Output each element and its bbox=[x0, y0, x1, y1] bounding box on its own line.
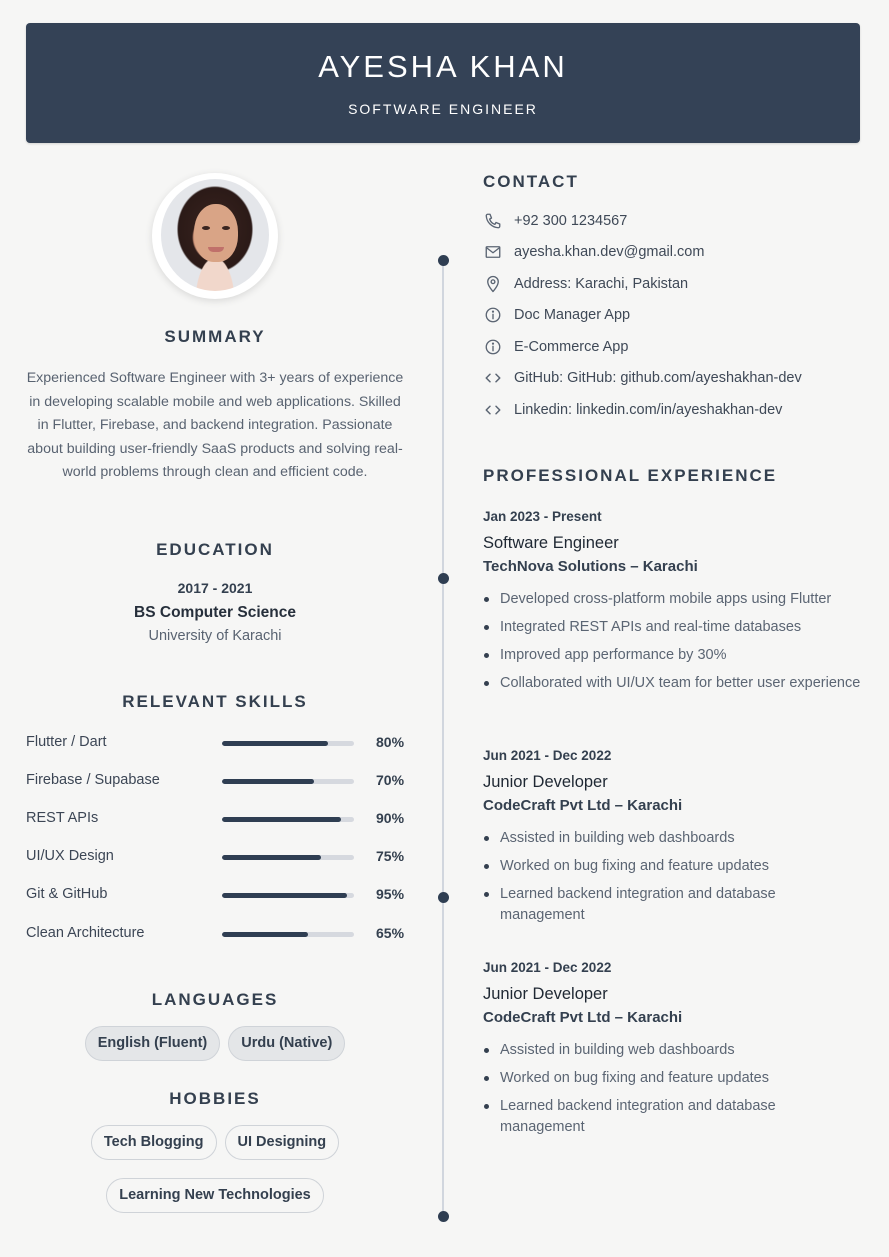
contact-text: Linkedin: linkedin.com/in/ayeshakhan-dev bbox=[514, 402, 783, 418]
experience-entry bbox=[483, 748, 863, 933]
timeline-line bbox=[442, 262, 444, 1217]
language-chip: Urdu (Native) bbox=[228, 1026, 345, 1061]
experience-bullet: Collaborated with UI/UX team for better user experience bbox=[483, 673, 863, 694]
hobby-chip: UI Designing bbox=[225, 1125, 340, 1160]
contact-address bbox=[483, 274, 688, 294]
timeline-dot bbox=[438, 1211, 449, 1222]
candidate-name: AYESHA KHAN bbox=[318, 49, 568, 84]
code-icon bbox=[483, 368, 503, 388]
experience-bullet: Worked on bug fixing and feature updates bbox=[483, 1068, 863, 1089]
skill-percent: 80% bbox=[376, 734, 405, 750]
mail-icon bbox=[483, 242, 503, 262]
contact-heading: CONTACT bbox=[483, 172, 579, 191]
skill-row bbox=[26, 848, 404, 868]
contact-text: Address: Karachi, Pakistan bbox=[514, 276, 689, 292]
hobby-chip: Learning New Technologies bbox=[106, 1178, 323, 1213]
contact-text: ayesha.khan.dev@gmail.com bbox=[514, 244, 705, 260]
experience-date: Jun 2021 - Dec 2022 bbox=[483, 960, 612, 975]
info-icon bbox=[483, 337, 503, 357]
timeline-dot bbox=[438, 573, 449, 584]
skill-progress-bar bbox=[222, 741, 354, 746]
contact-linkedin[interactable] bbox=[483, 400, 782, 420]
skill-row bbox=[26, 886, 404, 906]
contact-text: +92 300 1234567 bbox=[514, 213, 628, 229]
contact-phone bbox=[483, 211, 627, 231]
experience-bullet: Developed cross-platform mobile apps using Flutter bbox=[483, 589, 863, 610]
skill-percent: 65% bbox=[376, 925, 405, 941]
skill-progress-bar bbox=[222, 893, 354, 898]
skill-row bbox=[26, 925, 404, 945]
experience-bullets bbox=[483, 589, 863, 694]
skill-name: Flutter / Dart bbox=[26, 734, 107, 750]
skill-progress-fill bbox=[222, 817, 341, 822]
experience-role: Junior Developer bbox=[483, 985, 608, 1003]
skill-progress-bar bbox=[222, 817, 354, 822]
avatar-face bbox=[194, 204, 238, 262]
avatar bbox=[161, 179, 269, 291]
education-degree: BS Computer Science bbox=[134, 604, 296, 621]
experience-bullet: Improved app performance by 30% bbox=[483, 645, 863, 666]
skill-progress-fill bbox=[222, 741, 328, 746]
experience-date: Jun 2021 - Dec 2022 bbox=[483, 748, 612, 763]
skill-progress-fill bbox=[222, 855, 321, 860]
skill-percent: 70% bbox=[376, 772, 405, 788]
experience-bullet: Integrated REST APIs and real-time databases bbox=[483, 617, 863, 638]
skills-heading: RELEVANT SKILLS bbox=[122, 692, 308, 711]
experience-role: Junior Developer bbox=[483, 773, 608, 791]
experience-bullet: Worked on bug fixing and feature updates bbox=[483, 856, 863, 877]
contact-project bbox=[483, 305, 630, 325]
hobbies-heading: HOBBIES bbox=[169, 1089, 261, 1108]
education-years: 2017 - 2021 bbox=[177, 580, 253, 596]
experience-bullet: Learned backend integration and database management bbox=[483, 1096, 863, 1138]
languages-heading: LANGUAGES bbox=[151, 990, 279, 1009]
contact-text: Doc Manager App bbox=[514, 307, 631, 323]
skill-name: Clean Architecture bbox=[26, 925, 145, 941]
avatar-mouth bbox=[208, 247, 224, 252]
skill-row bbox=[26, 734, 404, 754]
contact-github[interactable] bbox=[483, 368, 802, 388]
avatar-eye bbox=[202, 226, 210, 230]
hobbies-list bbox=[26, 1125, 404, 1213]
phone-icon bbox=[483, 211, 503, 231]
experience-date: Jan 2023 - Present bbox=[483, 509, 602, 524]
skill-progress-fill bbox=[222, 893, 347, 898]
experience-company: CodeCraft Pvt Ltd – Karachi bbox=[483, 1009, 683, 1026]
skill-percent: 75% bbox=[376, 848, 405, 864]
skill-progress-bar bbox=[222, 932, 354, 937]
info-icon bbox=[483, 305, 503, 325]
experience-entry bbox=[483, 509, 863, 701]
skill-row bbox=[26, 772, 404, 792]
avatar-frame bbox=[152, 173, 278, 299]
experience-company: CodeCraft Pvt Ltd – Karachi bbox=[483, 797, 683, 814]
contact-text: E-Commerce App bbox=[514, 339, 629, 355]
experience-role: Software Engineer bbox=[483, 534, 619, 552]
summary-heading: SUMMARY bbox=[164, 327, 266, 346]
skill-progress-bar bbox=[222, 779, 354, 784]
timeline-dot bbox=[438, 255, 449, 266]
skill-name: Firebase / Supabase bbox=[26, 772, 160, 788]
contact-email[interactable] bbox=[483, 242, 704, 262]
avatar-eye bbox=[222, 226, 230, 230]
experience-entry bbox=[483, 960, 863, 1145]
skill-percent: 95% bbox=[376, 886, 405, 902]
skill-progress-bar bbox=[222, 855, 354, 860]
experience-heading: PROFESSIONAL EXPERIENCE bbox=[483, 466, 778, 485]
skill-name: REST APIs bbox=[26, 810, 99, 826]
skill-percent: 90% bbox=[376, 810, 405, 826]
timeline-dot bbox=[438, 892, 449, 903]
experience-bullets bbox=[483, 828, 863, 926]
language-chip: English (Fluent) bbox=[85, 1026, 221, 1061]
resume-header bbox=[26, 23, 860, 143]
experience-bullet: Assisted in building web dashboards bbox=[483, 828, 863, 849]
candidate-title: SOFTWARE ENGINEER bbox=[348, 101, 538, 117]
contact-text: GitHub: GitHub: github.com/ayeshakhan-dev bbox=[514, 370, 802, 386]
skill-name: Git & GitHub bbox=[26, 886, 108, 902]
contact-project bbox=[483, 337, 628, 357]
education-heading: EDUCATION bbox=[156, 540, 274, 559]
experience-bullet: Learned backend integration and database management bbox=[483, 884, 863, 926]
experience-bullets bbox=[483, 1040, 863, 1138]
experience-company: TechNova Solutions – Karachi bbox=[483, 558, 698, 575]
skill-progress-fill bbox=[222, 932, 308, 937]
hobby-chip: Tech Blogging bbox=[91, 1125, 217, 1160]
education-school: University of Karachi bbox=[148, 628, 282, 644]
summary-text: Experienced Software Engineer with 3+ years of experience in developing scalable mobile and web applications. Skilled in Flutter, Firebase, and backend integration. Passionate about building user-friendly SaaS products and solving real-world problems through clean and efficient code. bbox=[26, 370, 404, 480]
code-icon bbox=[483, 400, 503, 420]
skill-row bbox=[26, 810, 404, 830]
skill-name: UI/UX Design bbox=[26, 848, 114, 864]
location-pin-icon bbox=[483, 274, 503, 294]
languages-list bbox=[26, 1026, 404, 1061]
skill-progress-fill bbox=[222, 779, 314, 784]
experience-bullet: Assisted in building web dashboards bbox=[483, 1040, 863, 1061]
